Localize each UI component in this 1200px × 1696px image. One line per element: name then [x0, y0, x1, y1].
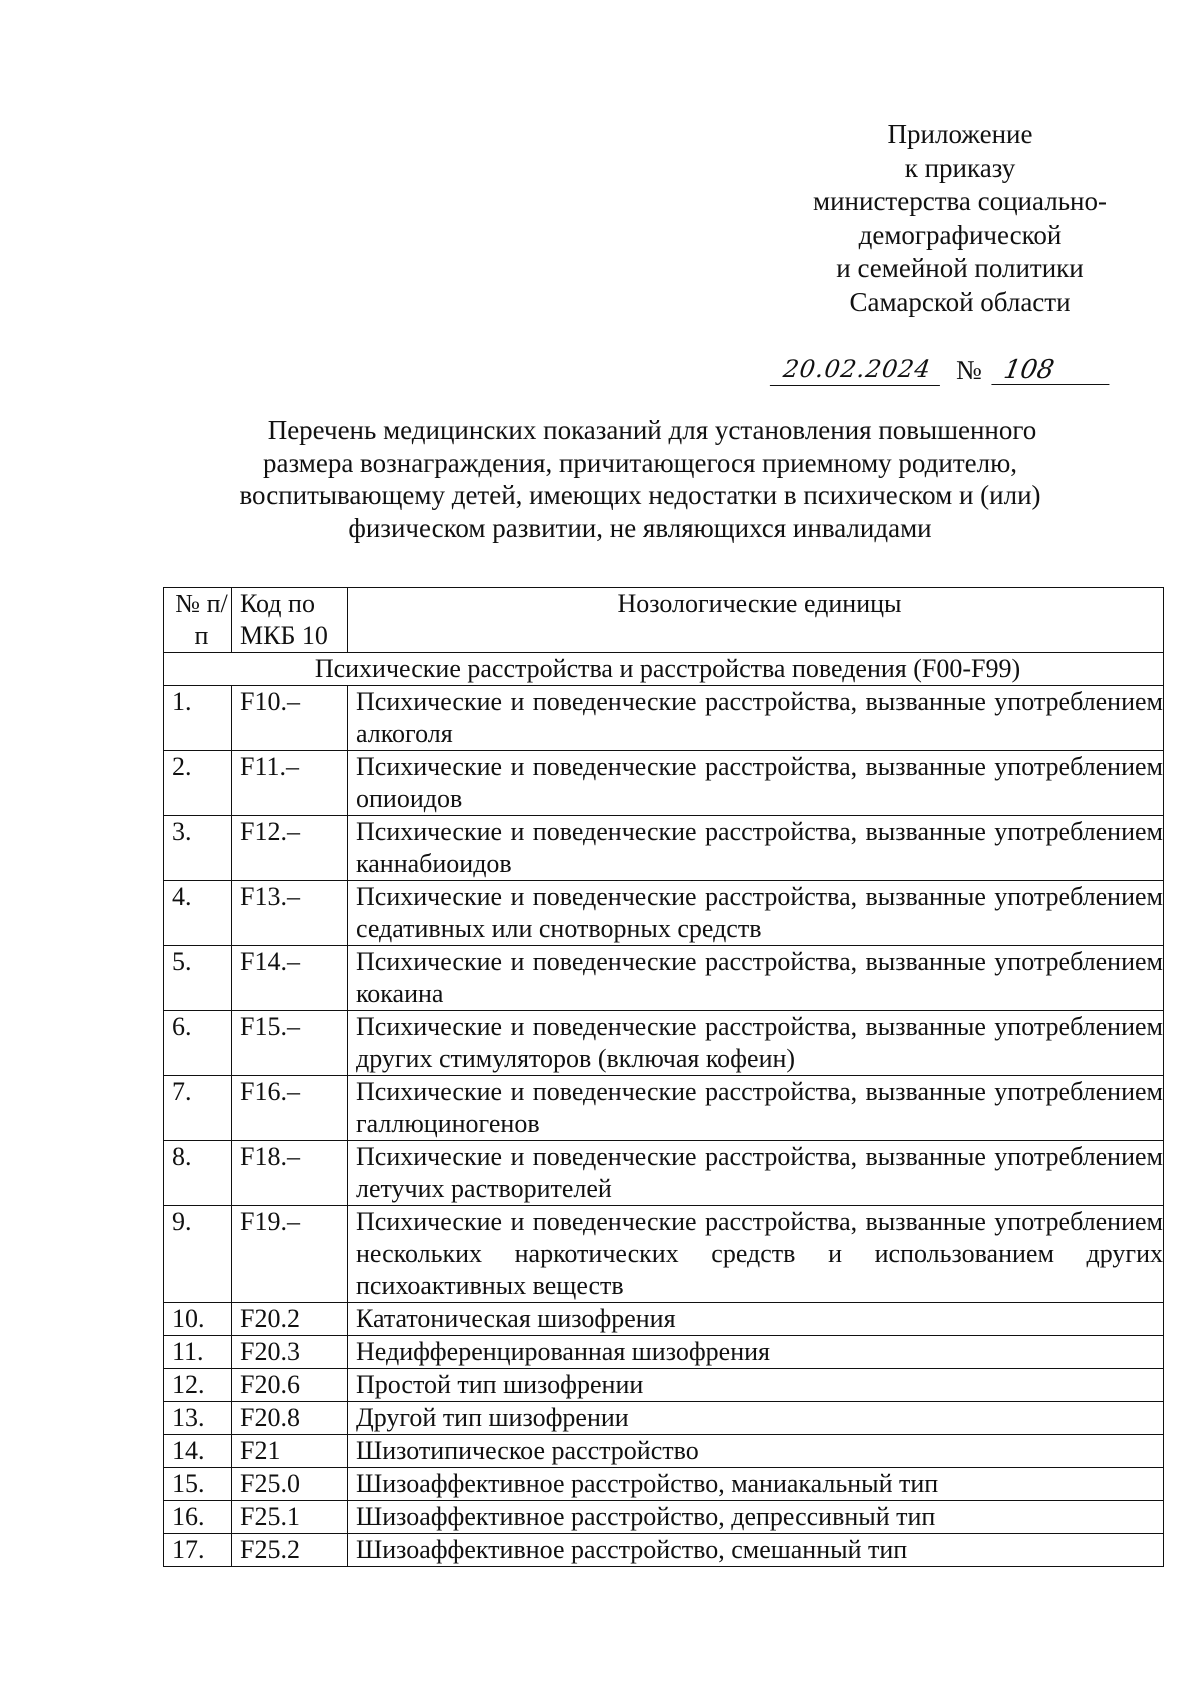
row-description: Психические и поведенческие расстройства, вызванные употреблением алкоголя: [348, 686, 1164, 751]
title-line: размера вознаграждения, причитающегося приемному родителю,: [262, 447, 1018, 478]
row-number: 2.: [164, 751, 232, 816]
document-title: [200, 414, 1080, 544]
row-code: F10.–: [232, 686, 348, 751]
row-code: F20.3: [232, 1336, 348, 1369]
row-description: Психические и поведенческие расстройства, вызванные употреблением каннабиоидов: [348, 816, 1164, 881]
title-line: Перечень медицинских показаний для установления повышенного: [267, 415, 1037, 445]
table-row: [164, 1534, 1164, 1567]
row-code: F12.–: [232, 816, 348, 881]
table-row: [164, 1402, 1164, 1435]
row-code: F21: [232, 1435, 348, 1468]
title-line: воспитывающему детей, имеющих недостатки в психическом и (или): [239, 480, 1041, 510]
row-number: 4.: [164, 881, 232, 946]
row-description: Кататоническая шизофрения: [348, 1303, 1164, 1336]
row-code: F15.–: [232, 1011, 348, 1076]
row-code: F25.0: [232, 1468, 348, 1501]
table-row: [164, 1501, 1164, 1534]
row-code: F16.–: [232, 1076, 348, 1141]
row-description: Психические и поведенческие расстройства, вызванные употреблением нескольких наркотических средств и использованием других психоактивных веществ: [348, 1206, 1164, 1303]
appendix-line: Приложение: [887, 119, 1033, 149]
title-line: физическом развитии, не являющихся инвалидами: [348, 512, 932, 543]
table-body: [164, 653, 1164, 1567]
row-description: Другой тип шизофрении: [348, 1402, 1164, 1435]
row-number: 17.: [164, 1534, 232, 1567]
row-number: 16.: [164, 1501, 232, 1534]
row-number: 9.: [164, 1206, 232, 1303]
row-description: Недифференцированная шизофрения: [348, 1336, 1164, 1369]
row-number: 6.: [164, 1011, 232, 1076]
row-description: Психические и поведенческие расстройства, вызванные употреблением опиоидов: [348, 751, 1164, 816]
section-title: Психические расстройства и расстройства поведения (F00-F99): [164, 653, 1164, 686]
row-code: F18.–: [232, 1141, 348, 1206]
appendix-line: демографической: [858, 219, 1062, 250]
row-number: 15.: [164, 1468, 232, 1501]
table-row: [164, 751, 1164, 816]
table-row: [164, 1369, 1164, 1402]
row-number: 3.: [164, 816, 232, 881]
table-row: [164, 1141, 1164, 1206]
row-number: 13.: [164, 1402, 232, 1435]
header-name: Нозологические единицы: [348, 588, 1164, 653]
table-row: [164, 1435, 1164, 1468]
table-header-row: [164, 588, 1164, 653]
number-sign: №: [956, 355, 982, 385]
table-row: [164, 1468, 1164, 1501]
row-description: Психические и поведенческие расстройства, вызванные употреблением седативных или снотворных средств: [348, 881, 1164, 946]
section-row: [164, 653, 1164, 686]
row-number: 7.: [164, 1076, 232, 1141]
row-number: 8.: [164, 1141, 232, 1206]
order-number: 108: [991, 355, 1114, 385]
table-row: [164, 881, 1164, 946]
row-number: 1.: [164, 686, 232, 751]
table-row: [164, 1076, 1164, 1141]
row-code: F14.–: [232, 946, 348, 1011]
table-row: [164, 1206, 1164, 1303]
order-date: 20.02.2024: [770, 355, 944, 386]
row-description: Психические и поведенческие расстройства, вызванные употреблением галлюциногенов: [348, 1076, 1164, 1141]
row-description: Шизоаффективное расстройство, депрессивный тип: [348, 1501, 1164, 1534]
row-code: F20.8: [232, 1402, 348, 1435]
row-description: Психические и поведенческие расстройства, вызванные употреблением кокаина: [348, 946, 1164, 1011]
appendix-header: [760, 118, 1160, 319]
appendix-line: Самарской области: [849, 286, 1071, 317]
row-description: Шизоаффективное расстройство, смешанный тип: [348, 1534, 1164, 1567]
row-code: F11.–: [232, 751, 348, 816]
row-code: F20.2: [232, 1303, 348, 1336]
row-number: 14.: [164, 1435, 232, 1468]
row-number: 5.: [164, 946, 232, 1011]
row-code: F25.2: [232, 1534, 348, 1567]
row-description: Простой тип шизофрении: [348, 1369, 1164, 1402]
row-number: 10.: [164, 1303, 232, 1336]
appendix-line: к приказу: [904, 152, 1016, 183]
row-description: Психические и поведенческие расстройства, вызванные употреблением летучих растворителей: [348, 1141, 1164, 1206]
row-code: F13.–: [232, 881, 348, 946]
table-row: [164, 1336, 1164, 1369]
indications-table: [163, 587, 1164, 1567]
row-description: Шизотипическое расстройство: [348, 1435, 1164, 1468]
row-code: F19.–: [232, 1206, 348, 1303]
table-row: [164, 816, 1164, 881]
row-number: 11.: [164, 1336, 232, 1369]
table-row: [164, 1303, 1164, 1336]
row-number: 12.: [164, 1369, 232, 1402]
row-description: Психические и поведенческие расстройства, вызванные употреблением других стимуляторов (включая кофеин): [348, 1011, 1164, 1076]
header-code: Код по МКБ 10: [232, 588, 348, 653]
table-row: [164, 1011, 1164, 1076]
appendix-line: и семейной политики: [836, 253, 1084, 283]
appendix-line: министерства социально-: [813, 186, 1107, 216]
header-num: № п/п: [164, 588, 232, 653]
table-row: [164, 686, 1164, 751]
table-row: [164, 946, 1164, 1011]
row-code: F20.6: [232, 1369, 348, 1402]
row-description: Шизоаффективное расстройство, маниакальный тип: [348, 1468, 1164, 1501]
order-date-number: [760, 355, 1160, 395]
row-code: F25.1: [232, 1501, 348, 1534]
